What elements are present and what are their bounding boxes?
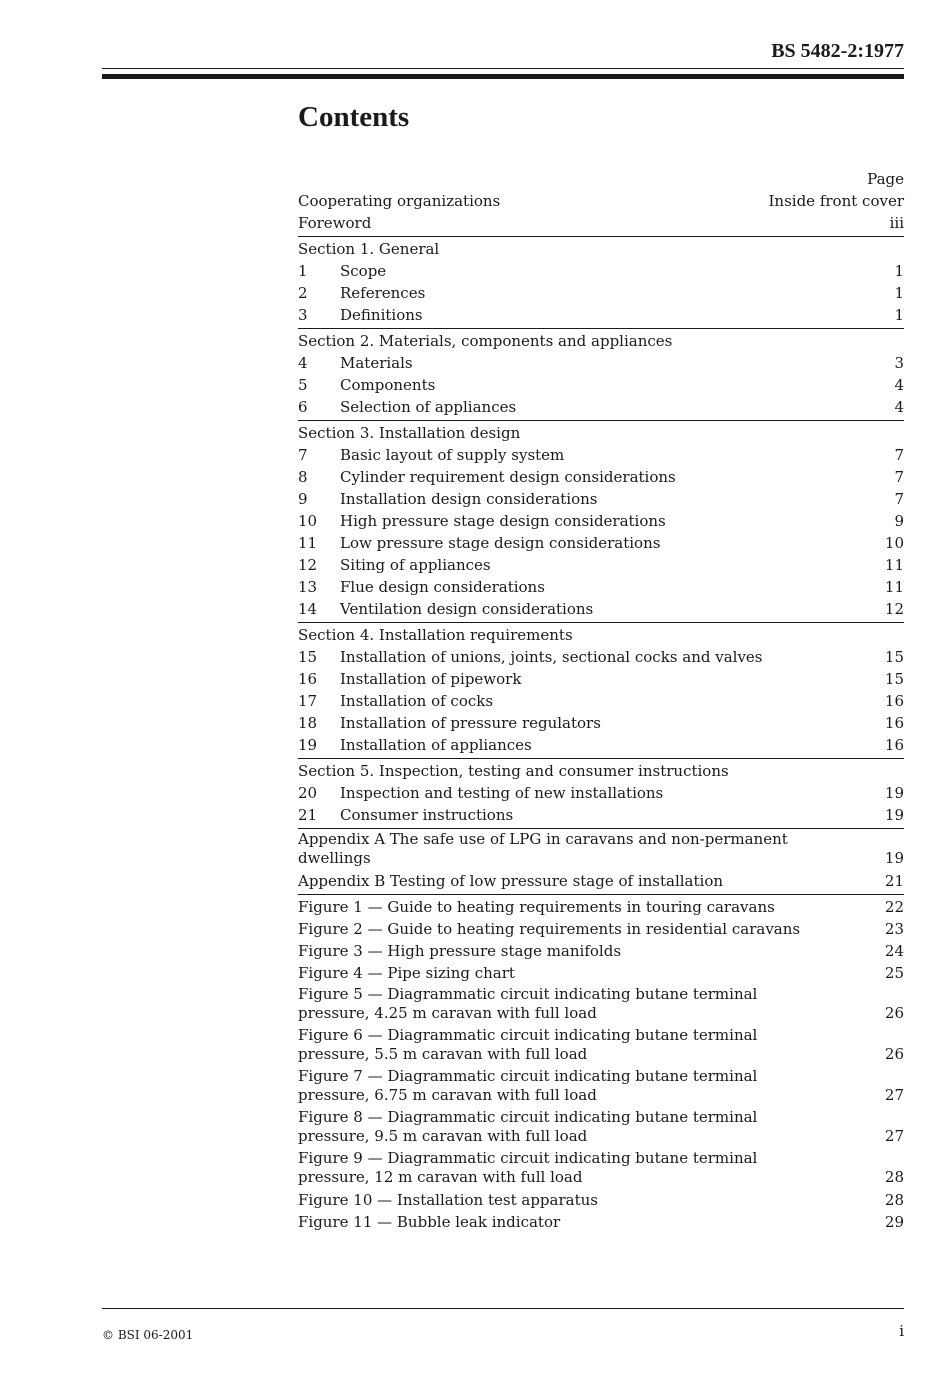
toc-entry-number: 11 xyxy=(298,534,318,552)
toc-entry-title: Installation of appliances xyxy=(340,736,532,754)
toc-entry-label xyxy=(298,782,877,804)
toc-clause-entry[interactable] xyxy=(298,690,904,712)
toc-front-entry[interactable] xyxy=(298,212,904,234)
toc-entry-number: 16 xyxy=(298,670,318,688)
toc-entry-title: Consumer instructions xyxy=(340,806,514,824)
toc-appendix-entry[interactable] xyxy=(298,828,904,870)
toc-entry-label xyxy=(298,466,886,488)
toc-entry-label xyxy=(298,1026,798,1064)
toc-entry-label xyxy=(298,510,886,532)
header-rule-thin xyxy=(102,68,904,69)
toc-entry-page: 15 xyxy=(884,648,904,666)
page-column-header xyxy=(298,168,904,190)
toc-entry-title: Figure 11 — Bubble leak indicator xyxy=(298,1213,561,1231)
header-rule-thick xyxy=(102,74,904,79)
toc-clause-entry[interactable] xyxy=(298,782,904,804)
page-title: Contents xyxy=(298,101,410,133)
toc-entry-page: 11 xyxy=(884,556,904,574)
toc-entry-label xyxy=(298,896,877,918)
toc-section-heading[interactable] xyxy=(298,420,904,444)
page-number: i xyxy=(899,1322,904,1340)
toc-entry-label xyxy=(298,690,877,712)
toc-entry-page: 23 xyxy=(884,920,904,938)
section-title: Section 1. General xyxy=(298,240,440,258)
toc-entry-number: 5 xyxy=(298,376,308,394)
toc-clause-entry[interactable] xyxy=(298,804,904,826)
toc-entry-label xyxy=(298,940,877,962)
copyright: © BSI 06-2001 xyxy=(102,1328,194,1342)
toc-figure-entry[interactable] xyxy=(298,984,904,1025)
toc-entry-title: Figure 8 — Diagrammatic circuit indicating butane terminal pressure, 9.5 m caravan with full load xyxy=(298,1108,758,1145)
toc-entry-page: 19 xyxy=(884,806,904,824)
footer-rule xyxy=(102,1308,904,1309)
toc-entry-label xyxy=(298,734,877,756)
toc-clause-entry[interactable] xyxy=(298,444,904,466)
toc-clause-entry[interactable] xyxy=(298,712,904,734)
toc-figure-entry[interactable] xyxy=(298,1066,904,1107)
toc-entry-title: Materials xyxy=(340,354,413,372)
toc-entry-page: Inside front cover xyxy=(768,192,904,210)
toc-entry-number: 1 xyxy=(298,262,308,280)
toc-entry-label xyxy=(298,870,877,892)
toc-entry-page: 4 xyxy=(894,398,904,416)
toc-entry-page: 9 xyxy=(894,512,904,530)
toc-clause-entry[interactable] xyxy=(298,466,904,488)
toc-entry-label xyxy=(298,985,798,1023)
toc-appendix-entry[interactable] xyxy=(298,870,904,892)
toc-entry-title: Figure 5 — Diagrammatic circuit indicating butane terminal pressure, 4.25 m caravan with full load xyxy=(298,985,758,1022)
toc-entry-title: Installation of cocks xyxy=(340,692,494,710)
toc-entry-label xyxy=(298,1067,798,1105)
section-title: Section 3. Installation design xyxy=(298,424,521,442)
toc-entry-page: 29 xyxy=(884,1213,904,1231)
toc-entry-title: Cooperating organizations xyxy=(298,192,501,210)
toc-entry-title: Figure 3 — High pressure stage manifolds xyxy=(298,942,622,960)
toc-clause-entry[interactable] xyxy=(298,282,904,304)
toc-entry-label xyxy=(298,712,877,734)
toc-entry-page: 12 xyxy=(884,600,904,618)
toc-entry-number: 17 xyxy=(298,692,318,710)
toc-entry-title: Figure 1 — Guide to heating requirements in touring caravans xyxy=(298,898,775,916)
toc-entry-page: 15 xyxy=(884,670,904,688)
toc-entry-label xyxy=(298,830,798,868)
toc-entry-number: 12 xyxy=(298,556,318,574)
toc-entry-title: Foreword xyxy=(298,214,372,232)
section-title: Section 5. Inspection, testing and consumer instructions xyxy=(298,762,729,780)
toc-entry-title: Siting of appliances xyxy=(340,556,491,574)
toc-entry-page: 11 xyxy=(884,578,904,596)
section-title: Section 4. Installation requirements xyxy=(298,626,573,644)
toc-clause-entry[interactable] xyxy=(298,304,904,326)
toc-entry-title: Figure 7 — Diagrammatic circuit indicating butane terminal pressure, 6.75 m caravan with full load xyxy=(298,1067,758,1104)
toc-entry-title: Low pressure stage design considerations xyxy=(340,534,661,552)
toc-entry-page: 16 xyxy=(884,714,904,732)
toc-entry-title: Cylinder requirement design considerations xyxy=(340,468,676,486)
toc-entry-page: 19 xyxy=(884,849,904,867)
toc-figure-entry[interactable] xyxy=(298,1107,904,1148)
toc-entry-label xyxy=(298,1189,877,1211)
toc-clause-entry[interactable] xyxy=(298,374,904,396)
toc-figure-entry[interactable] xyxy=(298,1148,904,1189)
toc-entry-page: 26 xyxy=(884,1004,904,1022)
toc-clause-entry[interactable] xyxy=(298,352,904,374)
toc-figure-entry[interactable] xyxy=(298,962,904,984)
toc-clause-entry[interactable] xyxy=(298,532,904,554)
toc-entry-page: 24 xyxy=(884,942,904,960)
toc-entry-page: 27 xyxy=(884,1086,904,1104)
toc-entry-label xyxy=(298,396,886,418)
toc-entry-page: 28 xyxy=(884,1168,904,1186)
table-of-contents xyxy=(298,168,904,1233)
toc-clause-entry[interactable] xyxy=(298,646,904,668)
toc-entry-page: 16 xyxy=(884,692,904,710)
toc-entry-label xyxy=(298,190,761,212)
toc-entry-page: 16 xyxy=(884,736,904,754)
toc-entry-label xyxy=(298,576,877,598)
toc-figure-entry[interactable] xyxy=(298,1025,904,1066)
toc-clause-entry[interactable] xyxy=(298,554,904,576)
toc-entry-title: Definitions xyxy=(340,306,423,324)
toc-entry-page: 1 xyxy=(894,284,904,302)
toc-entry-number: 10 xyxy=(298,512,318,530)
toc-entry-number: 7 xyxy=(298,446,308,464)
toc-entry-page: iii xyxy=(889,214,904,232)
toc-entry-title: Inspection and testing of new installations xyxy=(340,784,664,802)
toc-entry-label xyxy=(298,554,877,576)
toc-entry-title: Figure 4 — Pipe sizing chart xyxy=(298,964,515,982)
toc-entry-number: 20 xyxy=(298,784,318,802)
toc-entry-number: 9 xyxy=(298,490,308,508)
toc-entry-label xyxy=(298,444,886,466)
toc-entry-title: Appendix A The safe use of LPG in caravans and non-permanent dwellings xyxy=(298,830,788,867)
toc-entry-number: 19 xyxy=(298,736,318,754)
toc-entry-page: 25 xyxy=(884,964,904,982)
toc-entry-title: Basic layout of supply system xyxy=(340,446,565,464)
toc-entry-title: Figure 2 — Guide to heating requirements in residential caravans xyxy=(298,920,801,938)
page-header-label: Page xyxy=(867,170,904,188)
toc-entry-title: Installation of pressure regulators xyxy=(340,714,601,732)
toc-clause-entry[interactable] xyxy=(298,668,904,690)
toc-entry-label xyxy=(298,532,877,554)
toc-entry-label xyxy=(298,282,886,304)
toc-entry-number: 8 xyxy=(298,468,308,486)
toc-entry-number: 13 xyxy=(298,578,318,596)
toc-clause-entry[interactable] xyxy=(298,396,904,418)
toc-figure-entry[interactable] xyxy=(298,894,904,918)
toc-entry-page: 7 xyxy=(894,446,904,464)
toc-entry-page: 1 xyxy=(894,262,904,280)
toc-entry-page: 26 xyxy=(884,1045,904,1063)
toc-entry-title: Flue design considerations xyxy=(340,578,545,596)
toc-entry-number: 18 xyxy=(298,714,318,732)
toc-clause-entry[interactable] xyxy=(298,576,904,598)
toc-entry-number: 21 xyxy=(298,806,318,824)
toc-entry-title: Scope xyxy=(340,262,387,280)
toc-entry-title: Installation of pipework xyxy=(340,670,522,688)
toc-section-heading[interactable] xyxy=(298,622,904,646)
toc-entry-label xyxy=(298,598,877,620)
toc-entry-title: Installation of unions, joints, sectional cocks and valves xyxy=(340,648,763,666)
toc-entry-number: 3 xyxy=(298,306,308,324)
toc-entry-title: Ventilation design considerations xyxy=(340,600,594,618)
toc-entry-page: 21 xyxy=(884,872,904,890)
toc-entry-page: 27 xyxy=(884,1127,904,1145)
toc-entry-number: 6 xyxy=(298,398,308,416)
section-title: Section 2. Materials, components and appliances xyxy=(298,332,673,350)
toc-entry-title: Installation design considerations xyxy=(340,490,598,508)
toc-entry-label xyxy=(298,1108,798,1146)
toc-entry-title: Components xyxy=(340,376,436,394)
toc-figure-entry[interactable] xyxy=(298,1189,904,1211)
toc-entry-number: 15 xyxy=(298,648,318,666)
toc-section-heading[interactable] xyxy=(298,236,904,260)
toc-entry-label xyxy=(298,352,886,374)
toc-entry-number: 14 xyxy=(298,600,318,618)
toc-entry-title: High pressure stage design considerations xyxy=(340,512,666,530)
toc-figure-entry[interactable] xyxy=(298,1211,904,1233)
toc-clause-entry[interactable] xyxy=(298,598,904,620)
toc-entry-label xyxy=(298,1149,798,1187)
toc-entry-number: 4 xyxy=(298,354,308,372)
toc-entry-title: Figure 10 — Installation test apparatus xyxy=(298,1191,598,1209)
toc-entry-label xyxy=(298,304,886,326)
toc-clause-entry[interactable] xyxy=(298,734,904,756)
toc-entry-page: 1 xyxy=(894,306,904,324)
toc-entry-label xyxy=(298,488,886,510)
toc-entry-page: 7 xyxy=(894,490,904,508)
toc-clause-entry[interactable] xyxy=(298,488,904,510)
toc-entry-label xyxy=(298,374,886,396)
toc-entry-label xyxy=(298,260,886,282)
toc-entry-label xyxy=(298,804,877,826)
toc-front-entry[interactable] xyxy=(298,190,904,212)
toc-entry-title: References xyxy=(340,284,426,302)
toc-figure-entry[interactable] xyxy=(298,940,904,962)
toc-entry-label xyxy=(298,646,877,668)
toc-figure-entry[interactable] xyxy=(298,918,904,940)
toc-clause-entry[interactable] xyxy=(298,260,904,282)
toc-entry-label xyxy=(298,962,877,984)
toc-entry-page: 28 xyxy=(884,1191,904,1209)
toc-entry-title: Figure 6 — Diagrammatic circuit indicating butane terminal pressure, 5.5 m caravan with full load xyxy=(298,1026,758,1063)
toc-entry-label xyxy=(298,918,877,940)
toc-entry-title: Selection of appliances xyxy=(340,398,517,416)
toc-section-heading[interactable] xyxy=(298,328,904,352)
toc-entry-number: 2 xyxy=(298,284,308,302)
toc-clause-entry[interactable] xyxy=(298,510,904,532)
toc-entry-label xyxy=(298,212,882,234)
toc-entry-page: 4 xyxy=(894,376,904,394)
toc-entry-label xyxy=(298,1211,877,1233)
toc-entry-page: 19 xyxy=(884,784,904,802)
toc-entry-page: 3 xyxy=(894,354,904,372)
document-id: BS 5482-2:1977 xyxy=(771,40,904,62)
toc-entry-title: Figure 9 — Diagrammatic circuit indicating butane terminal pressure, 12 m caravan with full load xyxy=(298,1149,758,1186)
toc-section-heading[interactable] xyxy=(298,758,904,782)
toc-entry-title: Appendix B Testing of low pressure stage of installation xyxy=(298,872,724,890)
toc-entry-page: 22 xyxy=(884,898,904,916)
toc-entry-page: 7 xyxy=(894,468,904,486)
toc-entry-page: 10 xyxy=(884,534,904,552)
toc-entry-label xyxy=(298,668,877,690)
